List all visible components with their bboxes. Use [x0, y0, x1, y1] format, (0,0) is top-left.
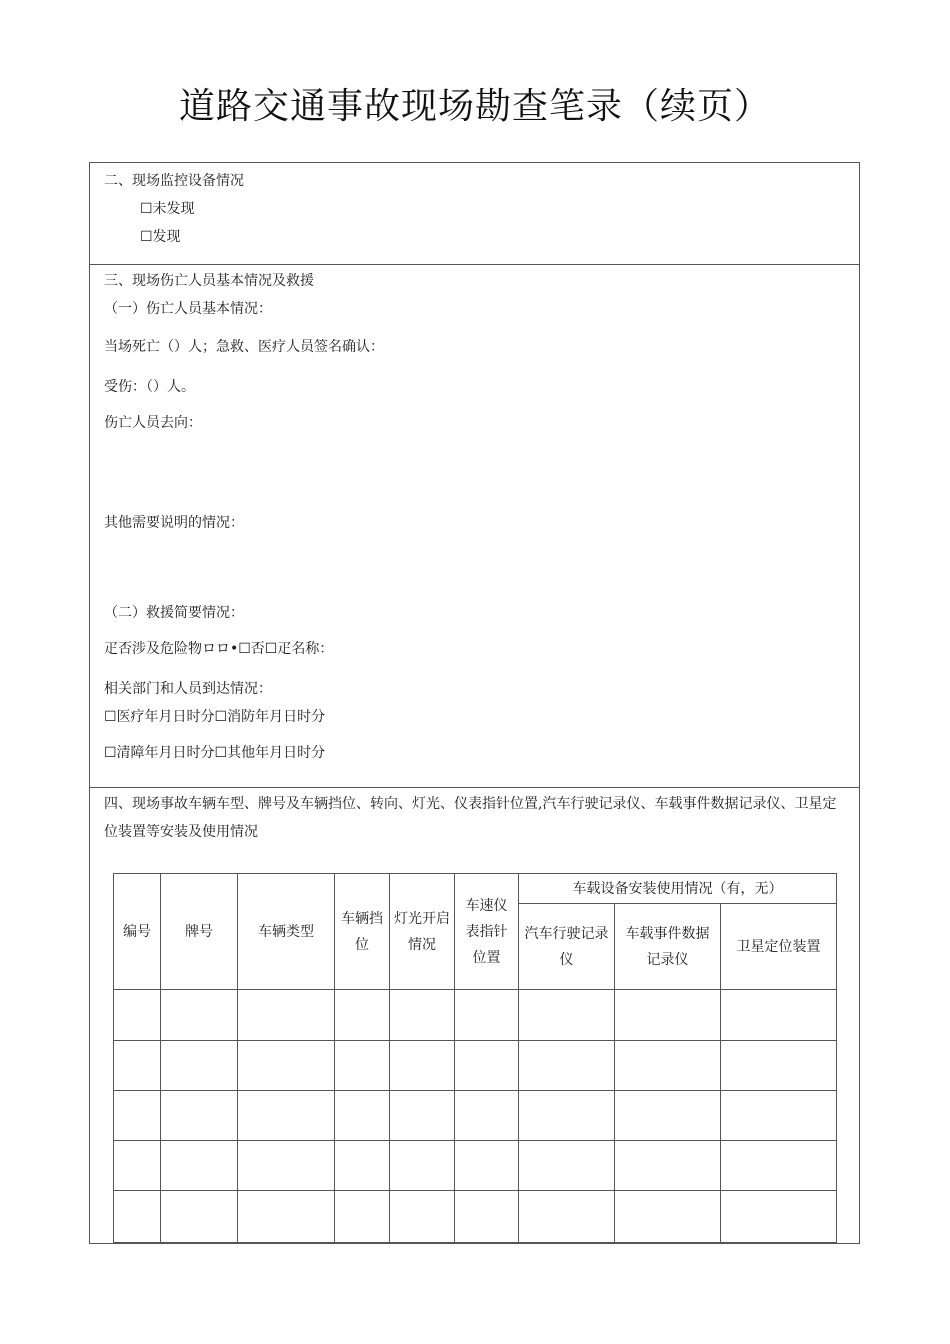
- table-cell[interactable]: [455, 1091, 519, 1141]
- table-cell[interactable]: [721, 990, 837, 1041]
- table-cell[interactable]: [390, 990, 455, 1041]
- table-cell[interactable]: [114, 1191, 161, 1243]
- table-cell[interactable]: [519, 1141, 615, 1191]
- table-row: [114, 1141, 837, 1191]
- section-heading: 二、现场监控设备情况: [104, 173, 244, 189]
- header-gear: 车辆挡位: [335, 874, 390, 990]
- header-onboard-devices: 车载设备安装使用情况（有，无）: [519, 874, 837, 904]
- header-event-data-recorder: 车载事件数据记录仪: [615, 904, 721, 990]
- table-cell[interactable]: [114, 990, 161, 1041]
- table-row: [114, 1191, 837, 1243]
- table-cell[interactable]: [721, 1141, 837, 1191]
- field-injured[interactable]: 受伤：（）人。: [104, 379, 195, 395]
- table-cell[interactable]: [519, 1091, 615, 1141]
- table-cell[interactable]: [721, 1191, 837, 1243]
- field-other-notes[interactable]: 其他需要说明的情况：: [104, 515, 244, 531]
- table-cell[interactable]: [390, 1141, 455, 1191]
- field-whereabouts[interactable]: 伤亡人员去向：: [104, 415, 202, 431]
- table-cell[interactable]: [114, 1091, 161, 1141]
- table-cell[interactable]: [721, 1041, 837, 1091]
- section-heading: 四、现场事故车辆车型、牌号及车辆挡位、转向、灯光、仪表指针位置,汽车行驶记录仪、车载事件数据记录仪、卫星定位装置等安装及使用情况: [104, 796, 837, 840]
- field-deaths[interactable]: 当场死亡（）人；急救、医疗人员签名确认：: [104, 339, 384, 355]
- table-cell[interactable]: [238, 1191, 335, 1243]
- field-arrival-clearance-other[interactable]: ☐清障年月日时分☐其他年月日时分: [104, 745, 326, 761]
- section-monitoring: [90, 163, 859, 264]
- header-lights: 灯光开启情况: [390, 874, 455, 990]
- table-cell[interactable]: [390, 1041, 455, 1091]
- table-cell[interactable]: [161, 1141, 238, 1191]
- table-cell[interactable]: [721, 1091, 837, 1141]
- table-cell[interactable]: [161, 1041, 238, 1091]
- table-cell[interactable]: [335, 1091, 390, 1141]
- header-driving-recorder: 汽车行驶记录仪: [519, 904, 615, 990]
- table-cell[interactable]: [455, 1041, 519, 1091]
- record-form: [89, 162, 860, 1244]
- table-cell[interactable]: [335, 1141, 390, 1191]
- table-cell[interactable]: [615, 1091, 721, 1141]
- section-casualties: [90, 265, 859, 787]
- header-satellite-positioning: 卫星定位装置: [721, 904, 837, 990]
- table-cell[interactable]: [238, 1091, 335, 1141]
- table-cell[interactable]: [615, 1141, 721, 1191]
- field-arrival-label: 相关部门和人员到达情况：: [104, 681, 272, 697]
- table-cell[interactable]: [114, 1141, 161, 1191]
- table-cell[interactable]: [615, 990, 721, 1041]
- header-vehicle-type: 车辆类型: [238, 874, 335, 990]
- table-cell[interactable]: [161, 1091, 238, 1141]
- subheading-casualties: （一）伤亡人员基本情况：: [104, 301, 272, 317]
- header-number: 编号: [114, 874, 161, 990]
- section-heading: 三、现场伤亡人员基本情况及救援: [104, 273, 314, 289]
- table-cell[interactable]: [335, 1191, 390, 1243]
- table-cell[interactable]: [335, 990, 390, 1041]
- table-cell[interactable]: [238, 1141, 335, 1191]
- option-not-found[interactable]: ☐未发现: [140, 201, 195, 217]
- table-cell[interactable]: [615, 1191, 721, 1243]
- table-cell[interactable]: [161, 990, 238, 1041]
- page-title: 道路交通事故现场勘查笔录（续页）: [178, 86, 771, 127]
- field-arrival-medical-fire[interactable]: ☐医疗年月日时分☐消防年月日时分: [104, 709, 326, 725]
- field-hazmat[interactable]: 疋否涉及危险物ロロ•☐否☐疋名称：: [104, 641, 334, 657]
- table-cell[interactable]: [519, 1191, 615, 1243]
- table-cell[interactable]: [335, 1041, 390, 1091]
- table-cell[interactable]: [238, 1041, 335, 1091]
- table-cell[interactable]: [114, 1041, 161, 1091]
- table-cell[interactable]: [519, 990, 615, 1041]
- table-row: [114, 1041, 837, 1091]
- table-cell[interactable]: [455, 990, 519, 1041]
- table-cell[interactable]: [455, 1191, 519, 1243]
- header-speedometer: 车速仪表指针位置: [455, 874, 519, 990]
- table-cell[interactable]: [615, 1041, 721, 1091]
- table-cell[interactable]: [390, 1191, 455, 1243]
- table-row: [114, 1091, 837, 1141]
- table-cell[interactable]: [519, 1041, 615, 1091]
- table-cell[interactable]: [455, 1141, 519, 1191]
- table-cell[interactable]: [161, 1191, 238, 1243]
- header-plate: 牌号: [161, 874, 238, 990]
- option-found[interactable]: ☐发现: [140, 229, 181, 245]
- vehicle-table: [113, 873, 837, 1243]
- subheading-rescue: （二）救援简要情况：: [104, 605, 244, 621]
- table-cell[interactable]: [238, 990, 335, 1041]
- table-row: [114, 990, 837, 1041]
- table-cell[interactable]: [390, 1091, 455, 1141]
